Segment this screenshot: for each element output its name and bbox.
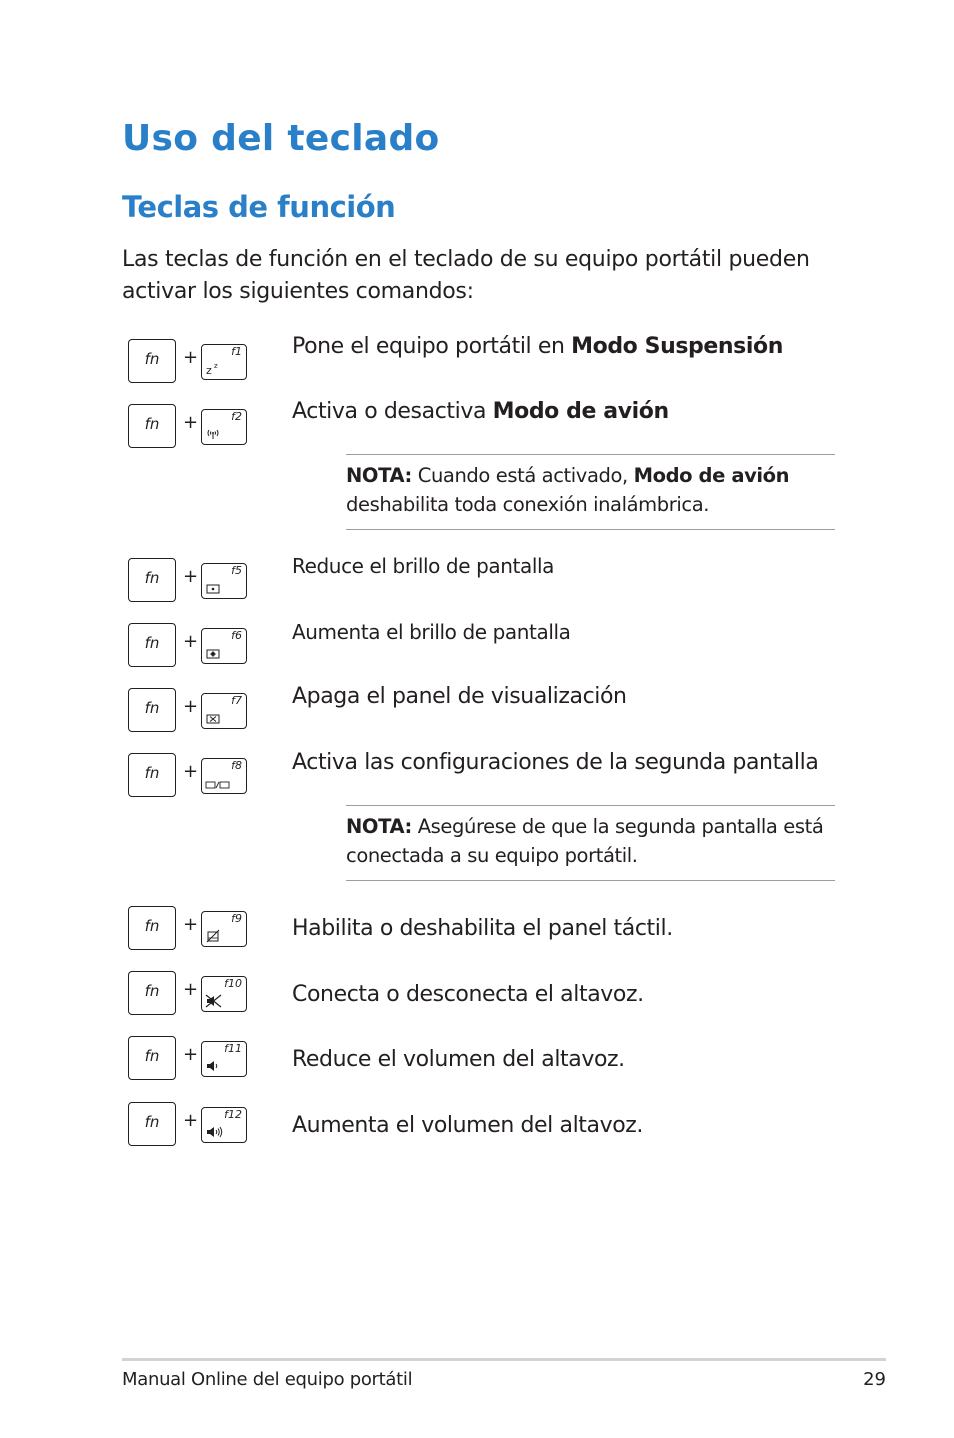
note-second-display: NOTA: Asegúrese de que la segunda pantalla está conectada a su equipo portátil.: [346, 805, 835, 881]
shortcut-f5-desc: Reduce el brillo de pantalla: [292, 554, 554, 578]
shortcut-f9: [128, 906, 250, 954]
plus-sign: +: [183, 412, 199, 433]
f10-key: f10: [201, 976, 247, 1012]
shortcut-f12-desc: Aumenta el volumen del altavoz.: [292, 1113, 644, 1138]
shortcut-f9-desc: Habilita o deshabilita el panel táctil.: [292, 916, 673, 941]
f12-key: f12: [201, 1107, 247, 1143]
shortcut-f10: [128, 971, 250, 1019]
fn-key: fn: [128, 339, 176, 383]
plus-sign: +: [183, 1110, 199, 1131]
shortcut-f7: [128, 688, 250, 736]
mute-icon: [205, 994, 223, 1008]
f1-key: f1 z z: [201, 344, 247, 380]
volume-up-icon: [205, 1125, 227, 1139]
f7-key: f7: [201, 693, 247, 729]
shortcut-f8: [128, 753, 250, 801]
f8-key: f8: [201, 758, 247, 794]
fn-key: fn: [128, 558, 176, 602]
brightness-up-icon: [205, 648, 221, 660]
plus-sign: +: [183, 979, 199, 1000]
plus-sign: +: [183, 761, 199, 782]
f9-key: f9: [201, 911, 247, 947]
fn-key: fn: [128, 688, 176, 732]
shortcut-f1: [128, 339, 250, 387]
section-title: Teclas de función: [122, 190, 396, 224]
plus-sign: +: [183, 347, 199, 368]
shortcut-f12: [128, 1102, 250, 1150]
plus-sign: +: [183, 631, 199, 652]
plus-sign: +: [183, 566, 199, 587]
fn-key: fn: [128, 404, 176, 448]
f2-key: f2: [201, 409, 247, 445]
shortcut-f10-desc: Conecta o desconecta el altavoz.: [292, 982, 644, 1007]
plus-sign: +: [183, 696, 199, 717]
sleep-icon: [205, 362, 221, 376]
fn-key: fn: [128, 1036, 176, 1080]
footer-divider: [122, 1358, 886, 1361]
svg-text:z: z: [214, 362, 218, 370]
fn-key: fn: [128, 906, 176, 950]
second-display-icon: [205, 780, 231, 790]
shortcut-f6-desc: Aumenta el brillo de pantalla: [292, 620, 571, 644]
shortcut-f11: [128, 1036, 250, 1084]
touchpad-icon: [205, 929, 221, 943]
display-off-icon: [205, 713, 221, 725]
volume-down-icon: [205, 1059, 223, 1073]
shortcut-f2: [128, 404, 250, 452]
footer-title: Manual Online del equipo portátil: [122, 1369, 413, 1390]
shortcut-f5: [128, 558, 250, 606]
fn-key: fn: [128, 1102, 176, 1146]
note-airplane-mode: NOTA: Cuando está activado, Modo de avión deshabilita toda conexión inalámbrica.: [346, 454, 835, 530]
f5-key: f5: [201, 563, 247, 599]
wireless-icon: [205, 427, 221, 441]
page-title: Uso del teclado: [122, 118, 440, 159]
page-number: 29: [863, 1369, 886, 1390]
fn-key: fn: [128, 971, 176, 1015]
shortcut-f6: [128, 623, 250, 671]
svg-text:z: z: [206, 364, 212, 376]
shortcut-f8-desc: Activa las configuraciones de la segunda pantalla: [292, 750, 819, 775]
shortcut-f1-desc: Pone el equipo portátil en Modo Suspensión: [292, 334, 783, 359]
shortcut-f7-desc: Apaga el panel de visualización: [292, 684, 627, 709]
intro-paragraph: Las teclas de función en el teclado de su equipo portátil pueden activar los siguientes comandos:: [122, 247, 810, 304]
shortcut-f11-desc: Reduce el volumen del altavoz.: [292, 1047, 625, 1072]
fn-key: fn: [128, 753, 176, 797]
fn-key: fn: [128, 623, 176, 667]
brightness-down-icon: [205, 583, 221, 595]
f11-key: f11: [201, 1041, 247, 1077]
f6-key: f6: [201, 628, 247, 664]
plus-sign: +: [183, 1044, 199, 1065]
plus-sign: +: [183, 914, 199, 935]
shortcut-f2-desc: Activa o desactiva Modo de avión: [292, 399, 669, 424]
